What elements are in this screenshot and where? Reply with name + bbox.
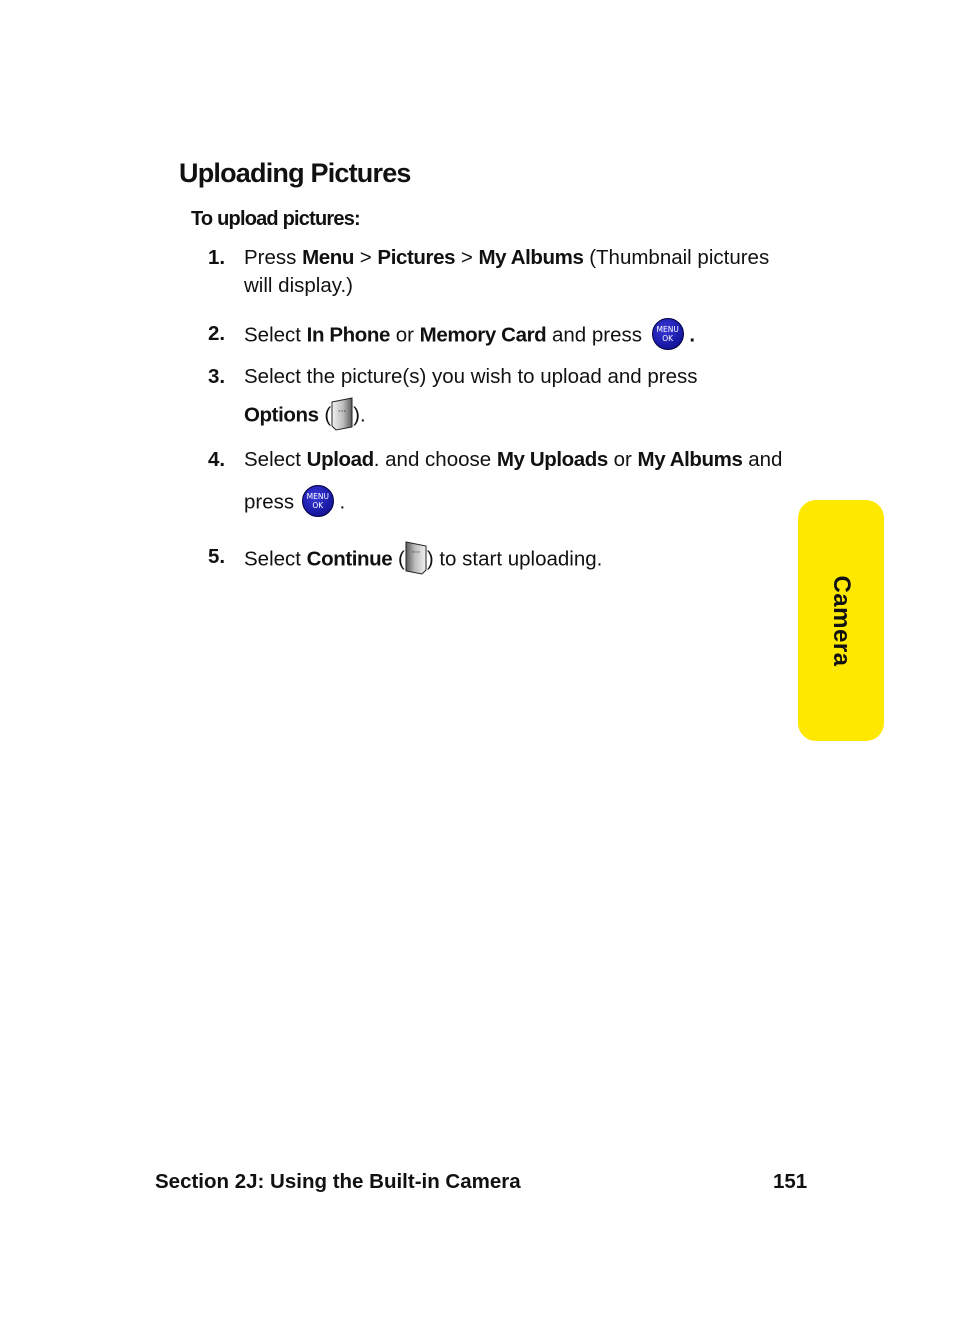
step-number: 5. xyxy=(208,545,226,568)
pictures-label: Pictures xyxy=(377,246,456,269)
section-tab-label: Camera xyxy=(828,574,855,667)
step-1: 1. Press Menu > Pictures > My Albums (Thumbnail pictures will display.) xyxy=(208,246,770,297)
menu-label: Menu xyxy=(302,246,355,269)
my-albums-label: My Albums xyxy=(637,448,743,471)
step-3: 3. Select the picture(s) you wish to upload and press Options ( ··· ). xyxy=(208,363,798,433)
intro-text: To upload pictures: xyxy=(191,208,360,230)
svg-text:···: ··· xyxy=(411,548,421,558)
step-number: 1. xyxy=(208,246,226,269)
svg-text:···: ··· xyxy=(337,407,347,417)
memory-card-label: Memory Card xyxy=(419,323,547,347)
options-label: Options xyxy=(244,403,319,427)
menu-ok-key-icon: MENU OK xyxy=(652,318,684,350)
step-4: 4. Select Upload. and choose My Uploads or My Albums and press MENU OK . xyxy=(208,446,798,519)
page-title: Uploading Pictures xyxy=(179,158,411,188)
step-2: 2. Select In Phone or Memory Card and press MENU OK . xyxy=(208,320,798,352)
my-uploads-label: My Uploads xyxy=(496,448,608,471)
softkey-icon xyxy=(405,541,427,575)
upload-label: Upload xyxy=(306,448,374,471)
step-number: 4. xyxy=(208,448,226,471)
section-tab xyxy=(798,500,884,741)
page-number: 151 xyxy=(773,1170,808,1193)
in-phone-label: In Phone xyxy=(306,323,391,347)
step-number: 3. xyxy=(208,365,226,388)
continue-label: Continue xyxy=(306,547,393,571)
footer-section-title: Section 2J: Using the Built-in Camera xyxy=(155,1170,521,1193)
step-5: 5. Select Continue ( ··· ) to start uploading. xyxy=(208,543,798,577)
step-number: 2. xyxy=(208,322,226,345)
my-albums-label: My Albums xyxy=(478,246,584,269)
menu-ok-key-icon: MENU OK xyxy=(302,485,334,517)
softkey-icon xyxy=(331,397,353,431)
